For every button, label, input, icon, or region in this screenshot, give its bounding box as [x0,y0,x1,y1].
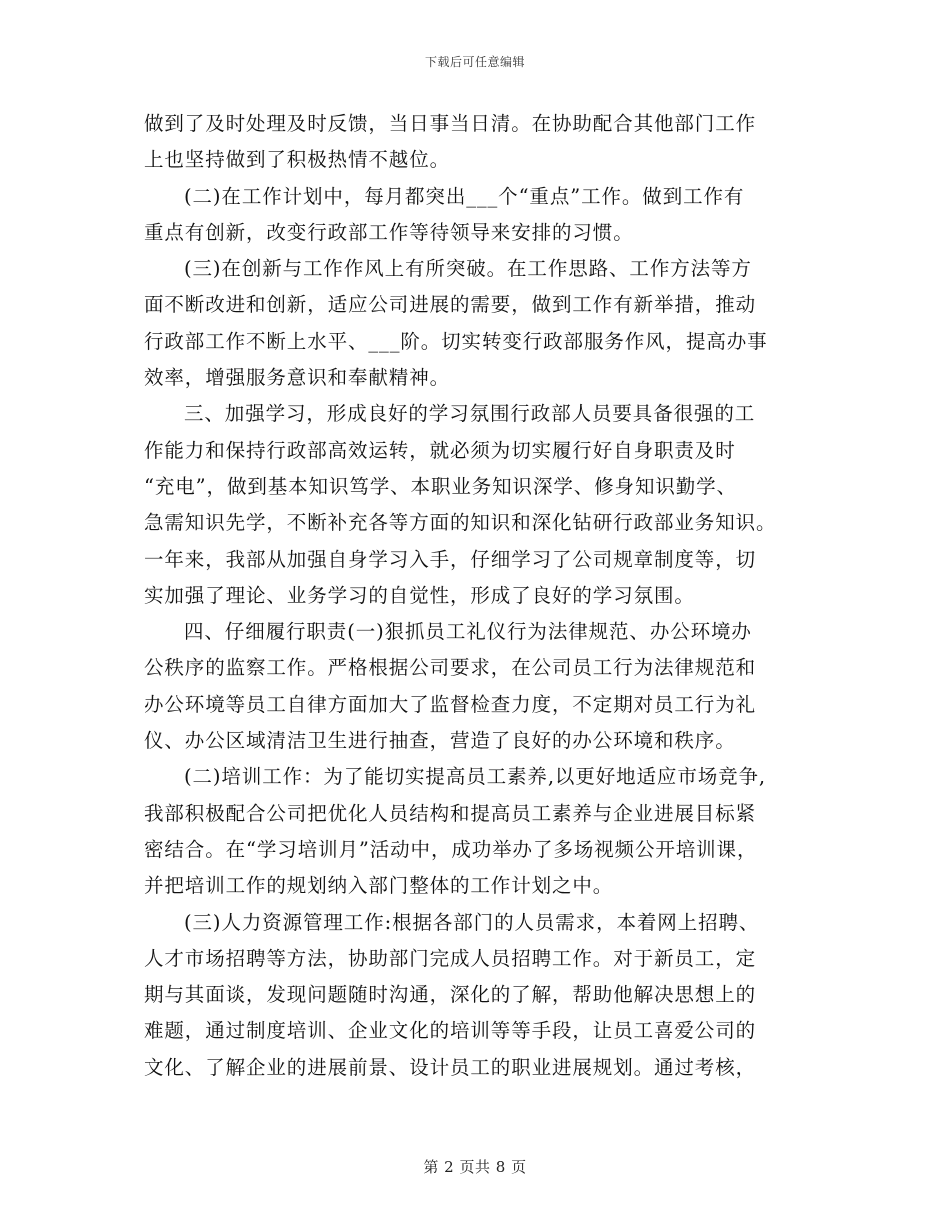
paragraph-start-line: 三、加强学习，形成良好的学习氛围行政部人员要具备很强的工 [184,402,756,426]
text-line: 一年来，我部从加强自身学习入手，仔细学习了公司规章制度等，切 [144,547,757,571]
paragraph-start-line: (三)在创新与工作作风上有所突破。在工作思路、工作方法等方 [184,257,752,281]
text-line: 做到了及时处理及时反馈，当日事当日清。在协助配合其他部门工作 [144,112,757,135]
paragraph-start-line: (三)人力资源管理工作:根据各部门的人员需求，本着网上招聘、 [184,910,760,934]
text-line: 作能力和保持行政部高效运转，就必须为切实履行好自身职责及时 [144,438,736,462]
document-body [144,106,816,1086]
text-line: 办公环境等员工自律方面加大了监督检查力度，不定期对员工行为礼 [144,692,757,716]
paragraph-start-line: (二)培训工作：为了能切实提高员工素养,以更好地适应市场竞争, [184,765,767,789]
text-line: 人才市场招聘等方法，协助部门完成人员招聘工作。对于新员工，定 [144,946,757,970]
text-line: 面不断改进和创新，适应公司进展的需要，做到工作有新举措，推动 [144,293,757,317]
text-line: 难题，通过制度培训、企业文化的培训等等手段，让员工喜爱公司的 [144,1019,757,1043]
text-line: 公秩序的监察工作。严格根据公司要求，在公司员工行为法律规范和 [144,656,757,680]
text-line: 重点有创新，改变行政部工作等待领导来安排的习惯。 [144,220,634,244]
text-line: 密结合。在“学习培训月”活动中，成功举办了多场视频公开培训课， [144,837,758,861]
text-line: 我部积极配合公司把优化人员结构和提高员工素养与企业进展目标紧 [144,801,757,825]
text-line: 急需知识先学，不断补充各等方面的知识和深化钻研行政部业务知识。 [144,511,777,535]
text-line: 上也坚持做到了积极热情不越位。 [144,148,451,172]
text-line: 效率，增强服务意识和奉献精神。 [144,366,451,390]
text-line: 期与其面谈，发现问题随时沟通，深化的了解，帮助他解决思想上的 [144,983,757,1007]
text-line: 文化、了解企业的进展前景、设计员工的职业进展规划。通过考核， [144,1055,757,1079]
text-line: 并把培训工作的规划纳入部门整体的工作计划之中。 [144,874,614,898]
text-line: “充电”，做到基本知识笃学、本职业务知识深学、修身知识勤学、 [144,474,737,498]
page-number: 第 2 页共 8 页 [423,1158,527,1176]
text-line: 实加强了理论、业务学习的自觉性，形成了良好的学习氛围。 [144,583,695,607]
paragraph-start-line: 四、仔细履行职责(一)狠抓员工礼仪行为法律规范、办公环境办 [184,620,752,644]
paragraph-start-line: (二)在工作计划中，每月都突出___个“重点”工作。做到工作有 [184,184,745,208]
page-header: 下载后可任意编辑 [424,55,525,69]
text-line: 行政部工作不断上水平、___阶。切实转变行政部服务作风，提高办事 [144,329,768,353]
text-line: 仪、办公区域清洁卫生进行抽查，营造了良好的办公环境和秩序。 [144,729,736,753]
